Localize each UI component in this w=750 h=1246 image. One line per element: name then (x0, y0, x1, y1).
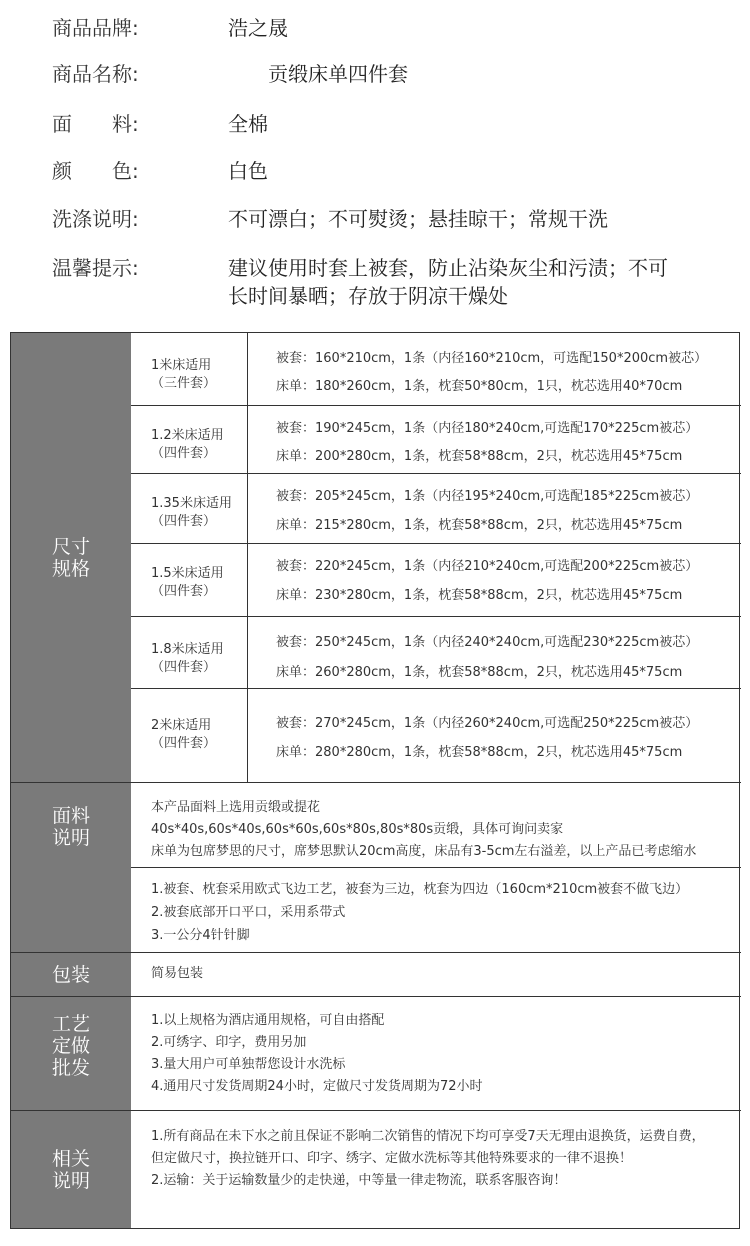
duvet-spec: 被套：160*210cm，1条（内径160*210cm，可选配150*200cm被芯） (276, 351, 708, 366)
info-label: 颜 色: (52, 159, 139, 183)
info-value: 白色 (228, 159, 268, 183)
size-name: 1.2米床适用 (151, 428, 224, 443)
fabric-line: 3.一公分4针针脚 (151, 928, 250, 943)
category-text: 相关 (51, 1147, 90, 1170)
divider (131, 996, 741, 997)
category-text: 面料 (51, 804, 90, 827)
size-sub: （四件套） (151, 660, 217, 675)
size-name: 1.8米床适用 (151, 642, 224, 657)
info-value: 建议使用时套上被套，防止沾染灰尘和污渍；不可 (228, 256, 668, 280)
fabric-line: 1.被套、枕套采用欧式飞边工艺，被套为三边，枕套为四边（160cm*210cm被套不做飞边） (151, 882, 689, 897)
divider (131, 688, 741, 689)
category-related (11, 1111, 131, 1228)
category-text: 批发 (51, 1056, 90, 1079)
category-pack (11, 953, 131, 997)
info-label: 面 料: (52, 112, 139, 136)
duvet-spec: 被套：270*245cm，1条（内径260*240cm,可选配250*225cm被芯） (276, 716, 699, 731)
size-sub: （三件套） (151, 376, 217, 391)
fabric-line: 本产品面料上选用贡缎或提花 (151, 800, 321, 815)
craft-line: 3.量大用户可单独帮您设计水洗标 (151, 1057, 346, 1072)
sheet-spec: 床单：180*260cm，1条，枕套50*80cm，1只，枕芯选用40*70cm (276, 379, 683, 394)
category-text: 说明 (51, 826, 90, 849)
category-text: 尺寸 (51, 535, 90, 558)
info-value: 浩之晟 (228, 16, 288, 40)
duvet-spec: 被套：190*245cm，1条（内径180*240cm,可选配170*225cm被芯） (276, 421, 699, 436)
divider (131, 952, 741, 953)
size-sub: （四件套） (151, 446, 217, 461)
sheet-spec: 床单：260*280cm，1条，枕套58*88cm，2只，枕芯选用45*75cm (276, 665, 683, 680)
info-label: 温馨提示: (52, 256, 139, 280)
pack-text: 简易包装 (151, 966, 204, 981)
related-line: 2.运输：关于运输数量少的走快递，中等量一律走物流，联系客服咨询！ (151, 1173, 567, 1188)
size-name: 2米床适用 (151, 718, 212, 733)
info-label: 洗涤说明: (52, 207, 139, 231)
sheet-spec: 床单：215*280cm，1条，枕套58*88cm，2只，枕芯选用45*75cm (276, 518, 683, 533)
info-value-line2: 长时间暴晒；存放于阴凉干燥处 (228, 284, 508, 308)
spec-table (10, 332, 740, 1229)
category-text: 规格 (51, 557, 90, 580)
divider (131, 867, 741, 868)
size-name: 1米床适用 (151, 358, 212, 373)
divider (247, 333, 248, 783)
info-value: 贡缎床单四件套 (268, 62, 408, 86)
size-sub: （四件套） (151, 584, 217, 599)
size-name: 1.5米床适用 (151, 566, 224, 581)
info-label: 商品名称: (52, 62, 139, 86)
divider (131, 473, 741, 474)
sheet-spec: 床单：280*280cm，1条，枕套58*88cm，2只，枕芯选用45*75cm (276, 745, 683, 760)
fabric-line: 40s*40s,60s*40s,60s*60s,60s*80s,80s*80s贡缎，具体可询问卖家 (151, 822, 564, 837)
info-value: 不可漂白；不可熨烫；悬挂晾干；常规干洗 (228, 207, 608, 231)
size-sub: （四件套） (151, 736, 217, 751)
divider (131, 543, 741, 544)
sheet-spec: 床单：200*280cm，1条，枕套58*88cm，2只，枕芯选用45*75cm (276, 449, 683, 464)
divider (131, 782, 741, 783)
category-craft (11, 997, 131, 1111)
craft-line: 1.以上规格为酒店通用规格，可自由搭配 (151, 1013, 385, 1028)
divider (131, 616, 741, 617)
related-line: 但定做尺寸，换拉链开口、印字、绣字、定做水洗标等其他特殊要求的一律不退换！ (151, 1151, 633, 1166)
craft-line: 2.可绣字、印字，费用另加 (151, 1035, 307, 1050)
fabric-line: 2.被套底部开口平口，采用系带式 (151, 905, 346, 920)
craft-line: 4.通用尺寸发货周期24小时，定做尺寸发货周期为72小时 (151, 1079, 483, 1094)
duvet-spec: 被套：250*245cm，1条（内径240*240cm,可选配230*225cm被芯） (276, 635, 699, 650)
category-text: 说明 (51, 1169, 90, 1192)
size-sub: （四件套） (151, 514, 217, 529)
duvet-spec: 被套：205*245cm，1条（内径195*240cm,可选配185*225cm被芯） (276, 489, 699, 504)
category-text: 定做 (51, 1034, 90, 1057)
size-name: 1.35米床适用 (151, 496, 232, 511)
divider (131, 405, 741, 406)
divider (131, 1110, 741, 1111)
fabric-line: 床单为包席梦思的尺寸，席梦思默认20cm高度，床品有3-5cm左右溢差，以上产品已考虑缩水 (151, 844, 697, 859)
duvet-spec: 被套：220*245cm，1条（内径210*240cm,可选配200*225cm被芯） (276, 559, 699, 574)
category-text: 工艺 (51, 1012, 90, 1035)
category-size (11, 333, 131, 783)
info-value: 全棉 (228, 112, 268, 136)
related-line: 1.所有商品在未下水之前且保证不影响二次销售的情况下均可享受7天无理由退换货，运费自费， (151, 1129, 705, 1144)
info-label: 商品品牌: (52, 16, 139, 40)
sheet-spec: 床单：230*280cm，1条，枕套58*88cm，2只，枕芯选用45*75cm (276, 588, 683, 603)
category-text: 包装 (51, 963, 90, 986)
category-fabric (11, 783, 131, 953)
